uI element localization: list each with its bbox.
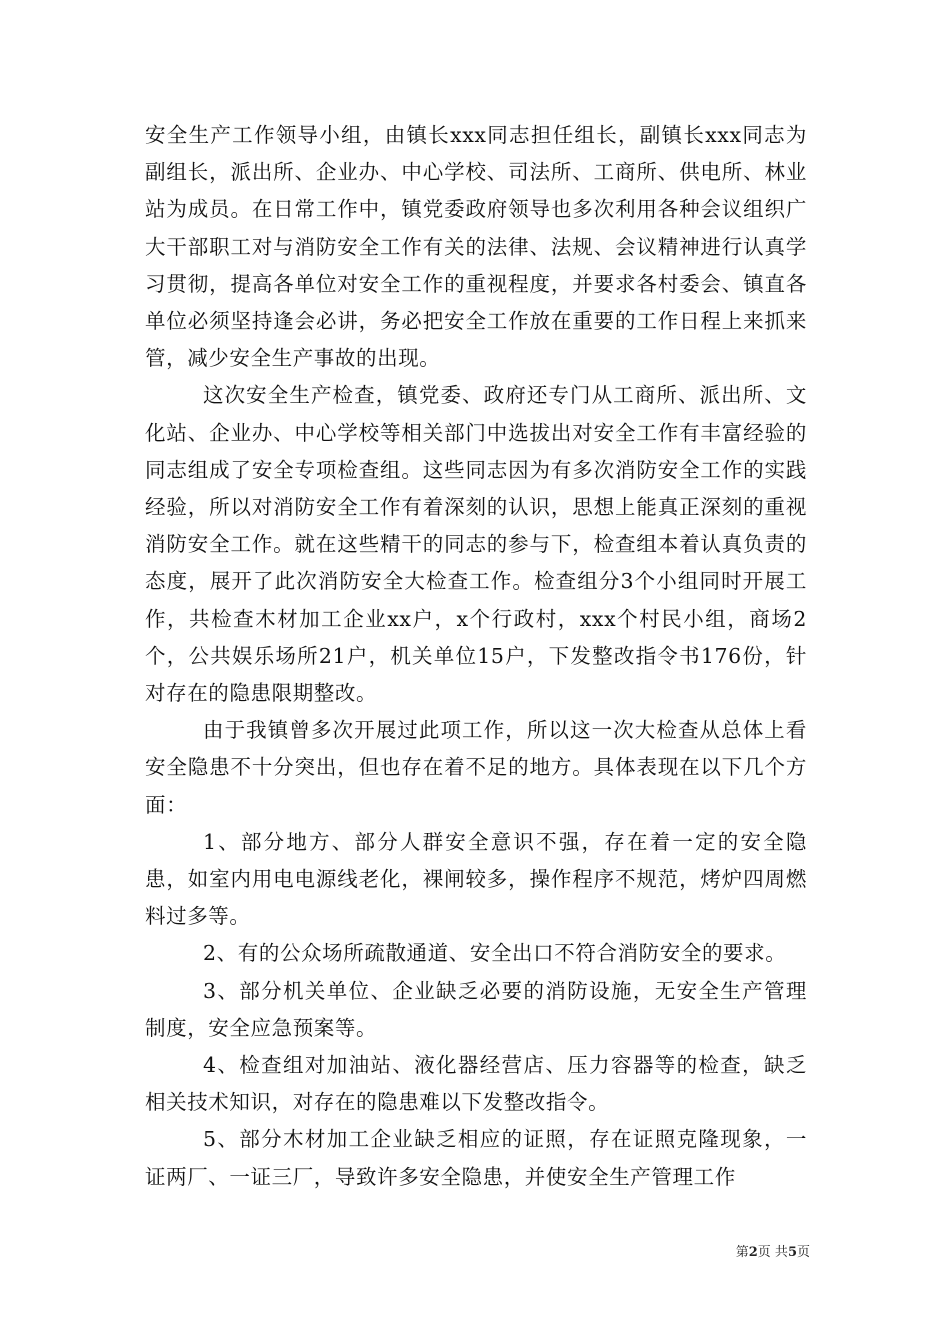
total-page-number: 5: [787, 1245, 797, 1260]
page-number-footer: [700, 1245, 810, 1261]
list-item-problem-5: 5、部分木材加工企业缺乏相应的证照，存在证照克隆现象，一证两厂、一证三厂，导致许多安全隐患，并使安全生产管理工作: [145, 1127, 807, 1189]
current-page-number: 2: [748, 1245, 758, 1260]
paragraph-problems-intro: 由于我镇曾多次开展过此项工作，所以这一次大检查从总体上看安全隐患不十分突出，但也存在着不足的地方。具体表现在以下几个方面：: [145, 718, 807, 817]
footer-suffix: 页: [796, 1245, 810, 1260]
footer-prefix: 第: [735, 1245, 749, 1260]
paragraph-inspection-team: 这次安全生产检查，镇党委、政府还专门从工商所、派出所、文化站、企业办、中心学校等相关部门中选拔出对安全工作有丰富经验的同志组成了安全专项检查组。这些同志因为有多次消防安全工作的实践经验，所以对消防安全工作有着深刻的认识，思想上能真正深刻的重视消防安全工作。就在这些精干的同志的参与下，检查组本着认真负责的态度，展开了此次消防安全大检查工作。检查组分3个小组同时开展工作，共检查木材加工企业xx户，x个行政村，xxx个村民小组，商场2个，公共娱乐场所21户，机关单位15户，下发整改指令书176份，针对存在的隐患限期整改。: [145, 383, 807, 706]
list-item-problem-4: 4、检查组对加油站、液化器经营店、压力容器等的检查，缺乏相关技术知识，对存在的隐患难以下发整改指令。: [145, 1053, 807, 1115]
document-body: [145, 117, 807, 1196]
list-item-problem-1: 1、部分地方、部分人群安全意识不强，存在着一定的安全隐患，如室内用电电源线老化，裸闸较多，操作程序不规范，烤炉四周燃料过多等。: [145, 829, 807, 929]
paragraph-leading-group: 安全生产工作领导小组，由镇长xxx同志担任组长，副镇长xxx同志为副组长，派出所、企业办、中心学校、司法所、工商所、供电所、林业站为成员。在日常工作中，镇党委政府领导也多次利用各种会议组织广大干部职工对与消防安全工作有关的法律、法规、会议精神进行认真学习贯彻，提高各单位对安全工作的重视程度，并要求各村委会、镇直各单位必须坚持逢会必讲，务必把安全工作放在重要的工作日程上来抓来管，减少安全生产事故的出现。: [145, 123, 807, 371]
list-item-problem-2: 2、有的公众场所疏散通道、安全出口不符合消防安全的要求。: [203, 941, 787, 966]
list-item-problem-3: 3、部分机关单位、企业缺乏必要的消防设施，无安全生产管理制度，安全应急预案等。: [145, 978, 807, 1040]
footer-middle: 页 共: [757, 1245, 788, 1260]
